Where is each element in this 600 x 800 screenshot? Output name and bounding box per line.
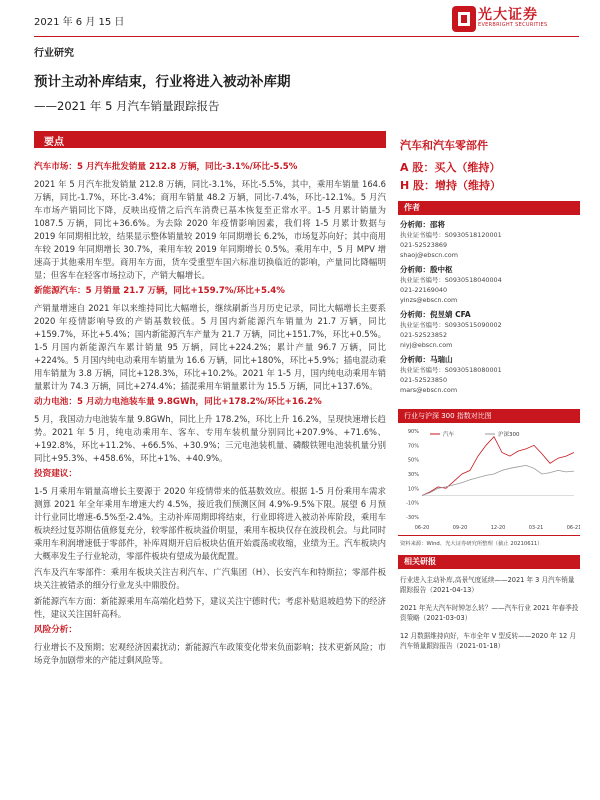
authors-heading: 作者 — [398, 201, 580, 215]
analyst-email[interactable]: niyj@ebscn.com — [400, 341, 453, 349]
rating-a-share: A 股：买入（维持） — [400, 161, 501, 174]
chart-title: 行业与沪深 300 指数对比图 — [398, 409, 580, 423]
y-tick-label: 70% — [407, 443, 419, 450]
analyst-name: 分析师：马瑞山 — [400, 355, 453, 364]
section-title-nev: 新能源汽车：5 月销量 21.7 万辆，同比+159.7%/环比+5.4% — [34, 286, 285, 296]
section-title-battery: 动力电池：5 月动力电池装车量 9.8GWh，同比+178.2%/环比+16.2% — [34, 397, 322, 407]
y-tick-label: -10% — [406, 500, 419, 507]
logo-name: 光大证券 — [478, 7, 538, 23]
analyst-cert: 执业证书编号：S0930518040004 — [400, 276, 502, 284]
paragraph-risk: 行业增长不及预期；宏观经济因素扰动；新能源汽车政策变化带来负面影响；技术更新风险；市场竞争加剧带来的产能过剩风险等。 — [34, 642, 386, 665]
section-title-risk: 风险分析： — [34, 625, 77, 635]
report-subtitle: ——2021 年 5 月汽车销量跟踪报告 — [34, 99, 220, 113]
x-tick-label: 03-21 — [528, 525, 544, 531]
analyst-phone: 021-52523869 — [400, 241, 448, 249]
related-reports — [400, 575, 580, 651]
paragraph-investment-2: 汽车及汽车零部件：乘用车板块关注吉利汽车、广汽集团（H）、长安汽车和特斯拉；零部件板块关注被错杀的细分行业龙头中鼎股份。 — [34, 567, 386, 590]
paragraph-auto-market: 2021 年 5 月汽车批发销量 212.8 万辆，同比-3.1%，环比-5.5%，其中，乘用车销量 164.6 万辆，同比-1.7%，环比-3.4%；商用车销量 48.2 万辆，同比-7.4%，环比-12.1%。5 月汽车市场产销同比下降，反映出疫情之后汽车消费已基本恢复至正常水平。1-5 月累计销量为 1087.5 万辆，同比+36.6%。为去除 2020 年疫情影响因素，我们将 1-5 月累计数据与 2019 年同期相比较，结果显示整体销量较 2019 年同期增长 6.2%，市场复苏向好；其中商用车较 2019 年同期增长 30.7%，乘用车较 2019 年同期增长 0.5%。乘用车中，5 月 MPV 增速高于其他乘用车型。商用车方面，货车受重型车国六标准切换临近的影响，产量同比降幅明显；但客车在轻客市场拉动下，产销大幅增长。 — [34, 179, 386, 280]
analyst-cert: 执业证书编号：S0930518120001 — [400, 231, 502, 239]
series-line-汽车 — [422, 437, 574, 496]
section-title-investment: 投资建议： — [34, 469, 77, 479]
logo-english: EVERBRIGHT SECURITIES — [478, 22, 548, 28]
y-tick-label: 30% — [407, 472, 419, 478]
section-title-auto-market: 汽车市场：5 月汽车批发销量 212.8 万辆，同比-3.1%/环比-5.5% — [34, 162, 298, 172]
analyst-cert: 执业证书编号：S0930518080001 — [400, 366, 502, 374]
x-tick-label: 12-20 — [490, 525, 506, 531]
summary-body — [34, 158, 386, 670]
paragraph-investment-1: 1-5 月乘用车销量高增长主要源于 2020 年疫情带来的低基数效应。根据 1-5 月份乘用车需求测算 2021 年全年乘用车增速大约 4.5%，接近我们预测区间 4.9%-9.5%下限。展望 6 月预计行业同比增速-6.5%至-2.4%。主动补库周期即将结束，行业即将进入被动补库阶段，乘用车板块经过复苏期估值修复充分，较零部件板块溢价明显，乘用车板块仅存在波段机会。与此同时乘用车利润增速低于零部件，补库周期开启后板块估值开始震荡或收缩，业绩为王。汽车板块内大概率发生子行业轮动，零部件板块有望成为最优配置。 — [34, 486, 386, 561]
y-tick-label: 50% — [407, 457, 419, 464]
legend-label: 沪深300 — [498, 432, 520, 438]
analyst-phone: 021-22169040 — [400, 286, 448, 294]
rating-h-share: H 股：增持（维持） — [400, 179, 502, 192]
analyst-email[interactable]: yinzs@ebscn.com — [400, 296, 458, 304]
paragraph-nev: 产销量增速自 2021 年以来维持同比大幅增长，继续刷新当月历史记录，同比大幅增长主要系 2020 年疫情影响导致的产销基数较低。5 月国内新能源汽车销量为 21.7 万辆，同比+159.7%，环比+5.4%；国内新能源汽车产量为 21.7 万辆，同比+151.7%，环比+0.5%。1-5 月国内新能源汽车累计销量 95 万辆，同比+224.2%；累计产量 96.7 万辆，同比+224%。5 月国内纯电动乘用车销量为 16.6 万辆，同比+180%，环比+5.9%；插电混动乘用车销量为 3.8 万辆，同比+128.3%，环比+10.2%。2021 年 1-5 月，国内纯电动乘用车销量累计为 74.3 万辆，同比+274.4%；插混乘用车销量累计为 15.5 万辆，同比+137.6%。 — [34, 303, 386, 391]
x-tick-label: 06-21 — [566, 525, 580, 531]
analyst-card — [400, 264, 580, 305]
analyst-cert: 执业证书编号：S0930515090002 — [400, 321, 502, 329]
analyst-card — [400, 309, 580, 350]
performance-chart — [398, 423, 580, 535]
header-divider — [34, 36, 579, 37]
y-tick-label: -30% — [406, 515, 419, 521]
analyst-email[interactable]: mars@ebscn.com — [400, 386, 458, 394]
analyst-email[interactable]: shaoj@ebscn.com — [400, 251, 458, 259]
sector-name: 汽车和汽车零部件 — [400, 139, 488, 152]
chart-container — [398, 423, 580, 536]
chart-source: 资料来源：Wind、光大证券研究所整理（截止 20210611） — [400, 541, 543, 547]
logo-icon — [452, 6, 476, 32]
report-category: 行业研究 — [34, 48, 74, 59]
paragraph-investment-3: 新能源汽车方面：新能源乘用车高端化趋势下，建议关注宁德时代；考虑补贴退坡趋势下的经济性，建议关注国轩高科。 — [34, 596, 386, 619]
analyst-name: 分析师：邵将 — [400, 220, 445, 229]
y-tick-label: 90% — [407, 429, 419, 435]
summary-heading-bar — [34, 131, 386, 148]
related-report-link[interactable]: 12 月数据维持向好，车市全年 V 型反转——2020 年 12 月汽车销量跟踪报告（2021-01-18） — [400, 632, 576, 650]
analyst-name: 分析师：倪昱婧 CFA — [400, 310, 471, 319]
paragraph-battery: 5 月，我国动力电池装车量 9.8GWh，同比上升 178.2%，环比上升 16.2%，呈现快速增长趋势。2021 年 5 月，纯电动乘用车、客车、专用车装机量分别同比+207.9%、+71.6%、+192.8%，环比+11.2%、+66.5%、+30.9%；三元电池装机量、磷酸铁锂电池装机量分别同比+95.3%、+458.6%，环比+1%、+40.9%。 — [34, 414, 386, 463]
analyst-card — [400, 354, 580, 395]
related-report-link[interactable]: 行业进入主动补库,高景气度延续——2021 年 3 月汽车销量跟踪报告（2021-04-13） — [400, 576, 575, 594]
summary-heading: 要点 — [44, 137, 64, 148]
related-heading: 相关研报 — [398, 555, 580, 569]
report-date: 2021 年 6 月 15 日 — [34, 17, 125, 28]
x-tick-label: 09-20 — [452, 525, 468, 531]
analyst-name: 分析师：殷中枢 — [400, 265, 453, 274]
related-report-link[interactable]: 2021 年光大汽车时钟怎么转？——汽车行业 2021 年春季投资策略（2021-03-03） — [400, 604, 579, 622]
analyst-phone: 021-52523850 — [400, 376, 448, 384]
series-line-沪深300 — [422, 465, 574, 495]
legend-label: 汽车 — [443, 432, 455, 438]
report-title: 预计主动补库结束，行业将进入被动补库期 — [34, 74, 291, 90]
analyst-phone: 021-52523852 — [400, 331, 448, 339]
analyst-card — [400, 219, 580, 260]
x-tick-label: 06-20 — [414, 525, 430, 531]
y-tick-label: 10% — [407, 486, 419, 493]
sidebar — [398, 131, 580, 659]
